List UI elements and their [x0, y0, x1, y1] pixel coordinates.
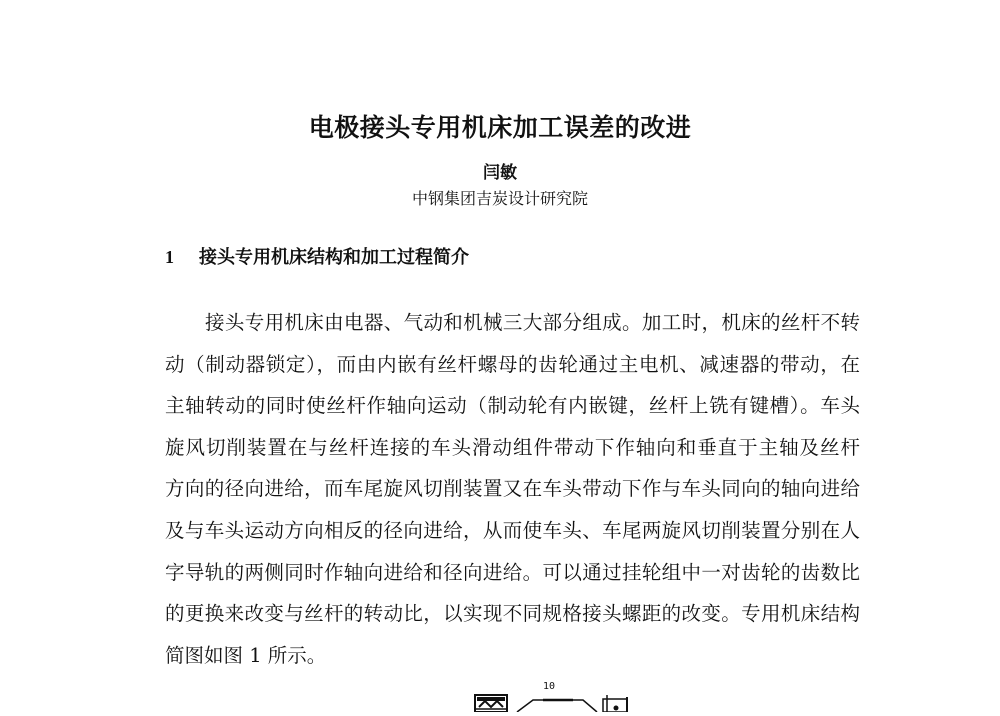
- machine-structure-figure: [455, 681, 635, 712]
- section-heading-text: 接头专用机床结构和加工过程简介: [199, 247, 469, 268]
- paper-affiliation: 中钢集团吉炭设计研究院: [411, 189, 588, 208]
- paragraph-line: 方向的径向进给，而车尾旋风切削装置又在车头带动下作与车头同向的轴向进给: [165, 477, 860, 501]
- paragraph-line: 及与车头运动方向相反的径向进给，从而使车头、车尾两旋风切削装置分别在人: [165, 518, 860, 542]
- paragraph-line: 动（制动器锁定），而由内嵌有丝杆螺母的齿轮通过主电机、减速器的带动，在: [165, 352, 860, 376]
- section-number: 1: [165, 247, 174, 267]
- paragraph-line: 接头专用机床由电器、气动和机械三大部分组成。加工时，机床的丝杆不转: [205, 311, 860, 334]
- paper-title: 电极接头专用机床加工误差的改进: [308, 113, 692, 142]
- paragraph-line: 旋风切削装置在与丝杆连接的车头滑动组件带动下作轴向和垂直于主轴及丝杆: [165, 435, 860, 459]
- paper-author: 闫敏: [483, 163, 517, 183]
- paragraph-line: 的更换来改变与丝杆的转动比，以实现不同规格接头螺距的改变。专用机床结构: [165, 602, 860, 626]
- paragraph-line: 主轴转动的同时使丝杆作轴向运动（制动轮有内嵌键，丝杆上铣有键槽）。车头: [165, 394, 860, 418]
- body-paragraph: [165, 305, 865, 679]
- paragraph-line: 字导轨的两侧同时作轴向进给和径向进给。可以通过挂轮组中一对齿轮的齿数比: [165, 560, 860, 584]
- paragraph-line: 简图如图 1 所示。: [165, 643, 327, 667]
- figure-label: 10: [543, 681, 556, 692]
- section-heading: [165, 243, 469, 269]
